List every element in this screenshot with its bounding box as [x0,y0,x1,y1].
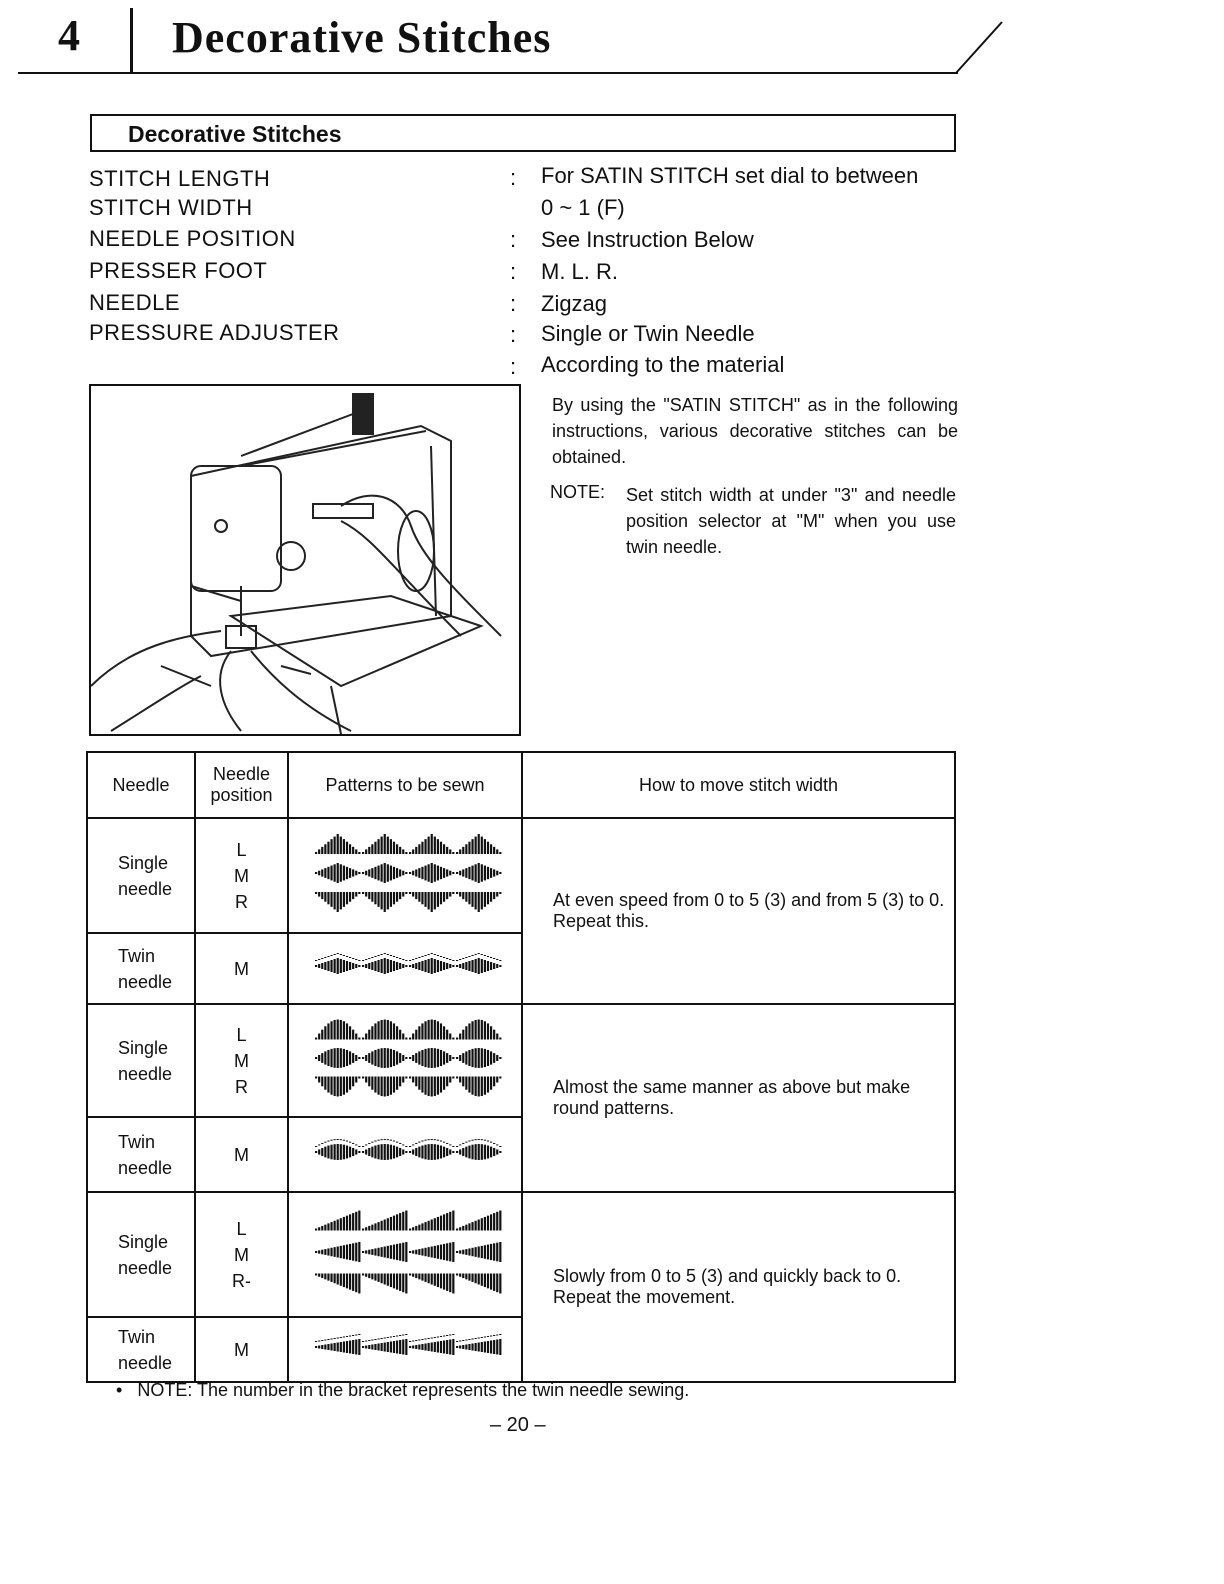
spec-label-needle-position: NEEDLE POSITION [89,226,296,251]
sewing-machine-drawing [91,386,519,734]
header-rule [18,72,958,74]
header-patterns: Patterns to be sewn [288,752,522,818]
spec-label-needle: NEEDLE [89,290,181,315]
pattern-cell [288,1004,522,1117]
header-divider [130,8,133,72]
spec-value-stitch-length: For SATIN STITCH set dial to between [541,163,919,188]
needle-positions [195,818,288,933]
position-m: M [234,1050,249,1071]
pattern-cell [288,1117,522,1192]
spec-label-stitch-width: STITCH WIDTH [89,195,253,220]
header-needle: Needle [87,752,195,818]
pattern-cell [288,933,522,1004]
position-m: M [195,1317,288,1382]
position-r: R [235,891,248,912]
how-instruction: Almost the same manner as above but make round patterns. [522,1004,955,1192]
footnote [116,1380,689,1401]
chapter-title: Decorative Stitches [172,13,552,62]
spec-colon: : [510,322,517,347]
twin-sawtooth-stitch-pattern [289,1318,521,1376]
twin-round-stitch-pattern [289,1118,521,1186]
header-slash [950,20,1010,76]
table-header-row [87,752,955,818]
intro-paragraph: By using the "SATIN STITCH" as in the following instructions, various decorative stitches can be obtained. [552,395,958,467]
needle-type: Single needle [87,818,195,933]
spec-colon: : [510,354,517,379]
spec-colon: : [510,165,517,190]
chapter-number: 4 [58,11,80,60]
position-l: L [236,839,247,860]
spec-value-stitch-width: 0 ~ 1 (F) [541,195,625,220]
how-instruction: Slowly from 0 to 5 (3) and quickly back to 0. Repeat the movement. [522,1192,955,1382]
header-how: How to move stitch width [522,752,955,818]
header-needle-position: Needle position [195,752,288,818]
section-title: Decorative Stitches [128,121,342,147]
position-r: R [235,1076,248,1097]
needle-positions [195,1004,288,1117]
spec-colon: : [510,227,517,252]
needle-type: Twin needle [87,1317,195,1382]
position-m: M [195,1117,288,1192]
spec-value-pressure-adjuster: Single or Twin Needle [541,321,755,346]
diamond-stitch-pattern [289,819,521,927]
spec-value-material: According to the material [541,352,785,377]
position-l: L [236,1218,247,1239]
page-number: – 20 – [490,1414,546,1436]
table-row [87,818,955,933]
position-m: M [195,933,288,1004]
footnote-bullet: • [116,1380,123,1400]
how-instruction: At even speed from 0 to 5 (3) and from 5 (3) to 0. Repeat this. [522,818,955,1004]
twin-diamond-stitch-pattern [289,934,521,998]
spec-value-presser-foot: M. L. R. [541,259,619,284]
spec-colon: : [510,291,517,316]
pattern-cell [288,818,522,933]
needle-type: Twin needle [87,933,195,1004]
spec-value-needle-position: See Instruction Below [541,227,754,252]
needle-positions [195,1192,288,1317]
position-r: R- [232,1270,251,1291]
position-m: M [234,1244,249,1265]
section-title-box [90,114,956,152]
footnote-text: NOTE: The number in the bracket represents the twin needle sewing. [137,1380,690,1400]
stitch-pattern-table [86,751,956,1383]
position-m: M [234,865,249,886]
pattern-cell [288,1192,522,1317]
sawtooth-stitch-pattern [289,1193,521,1311]
needle-type: Twin needle [87,1117,195,1192]
table-row [87,1004,955,1117]
spec-label-presser-foot: PRESSER FOOT [89,258,268,283]
position-l: L [236,1024,247,1045]
pattern-cell [288,1317,522,1382]
note-text: Set stitch width at under "3" and needle position selector at "M" when you use twin needle. [626,485,956,557]
table-row [87,1192,955,1317]
spec-colon: : [510,259,517,284]
note-label: NOTE: [550,482,606,502]
needle-type: Single needle [87,1004,195,1117]
sewing-machine-illustration [89,384,521,736]
spec-label-stitch-length: STITCH LENGTH [89,166,271,191]
spec-value-needle: Zigzag [541,291,608,316]
spec-label-pressure-adjuster: PRESSURE ADJUSTER [89,320,340,345]
needle-type: Single needle [87,1192,195,1317]
round-stitch-pattern [289,1005,521,1111]
